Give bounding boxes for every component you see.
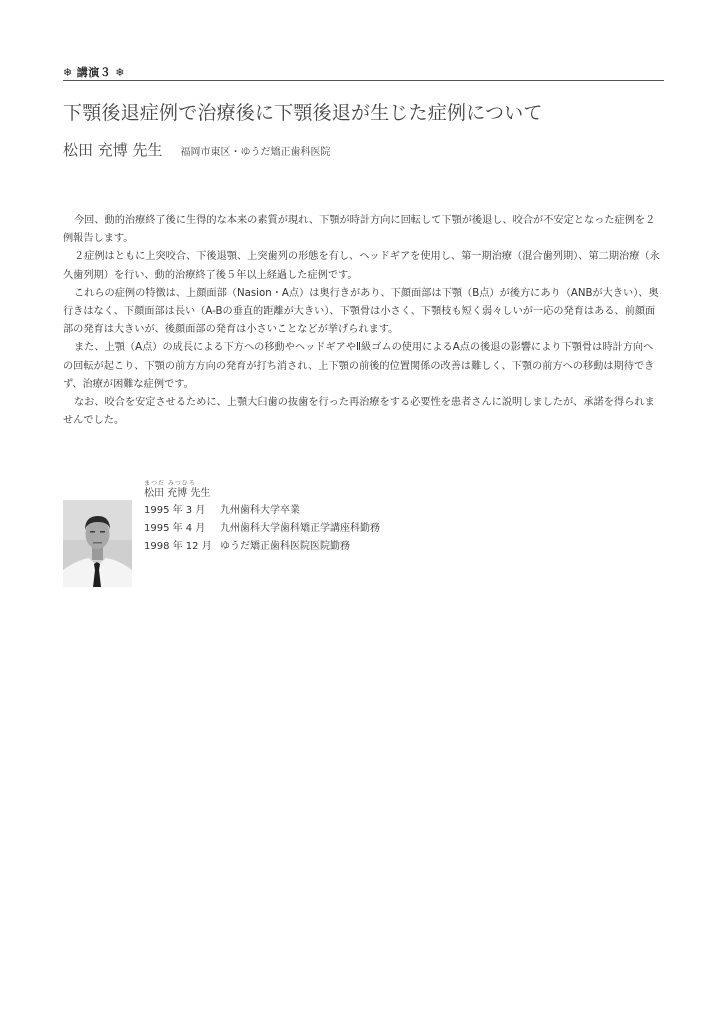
author-affiliation: 福岡市東区・ゆうだ矯正歯科医院 (180, 147, 331, 158)
body-paragraph: これらの症例の特徴は、上顔面部（Nasion・A点）は奥行きがあり、下顔面部は下顎（B点）が後方にあり（ANBが大きい）、奥行きはなく、下顔面部は長い（A-Bの垂直的距離が大きい）、下顎骨は小さく、下顎枝も短く弱々しいが一応の発育はある、前顔面部の発育は大きいが、後顔面部の発育は小さいことなどが挙げられます。 (63, 287, 659, 336)
career-list (144, 502, 380, 556)
career-event: ゆうだ矯正歯科医院医院勤務 (220, 541, 350, 552)
body-paragraph: なお、咬合を安定させるために、上顎大臼歯の抜歯を行った再治療をする必要性を患者さんに説明しましたが、承諾を得られませんでした。 (63, 397, 655, 427)
speaker-portrait-photo (63, 500, 132, 587)
author-line (63, 139, 331, 160)
abstract-body (63, 212, 663, 430)
author-name: 松田 充博 先生 (63, 141, 163, 159)
body-paragraph: また、上顎（A点）の成長による下方への移動やヘッドギアやⅡ級ゴムの使用によるA点の後退の影響により下顎骨は時計方向への回転が起こり、下顎の前方方向の発育が打ち消され、上下顎の前後的位置関係の改善は難しく、下顎の前方への移動は期待できず、治療が困難な症例です。 (63, 342, 655, 390)
career-date: 1995 年 4 月 (144, 523, 206, 534)
lecture-header (63, 64, 663, 80)
lecture-number: 講演３ (76, 66, 112, 79)
body-paragraph: 今回、動的治療終了後に生得的な本来の素質が現れ、下顎が時計方向に回転して下顎が後退し、咬合が不安定となった症例を２例報告します。 (63, 215, 656, 245)
career-event: 九州歯科大学卒業 (220, 505, 300, 516)
snowflake-ornament-icon: ❄ (115, 65, 125, 79)
page-title: 下顎後退症例で治療後に下顎後退が生じた症例について (63, 102, 543, 124)
bio-name: 松田 充博 先生 (144, 488, 211, 499)
career-item (144, 538, 380, 556)
career-event: 九州歯科大学歯科矯正学講座科勤務 (220, 523, 380, 534)
career-item (144, 502, 380, 520)
snowflake-ornament-icon: ❄ (63, 65, 73, 79)
body-paragraph: ２症例はともに上突咬合、下後退顎、上突歯列の形態を有し、ヘッドギアを使用し、第一期治療（混合歯列期）、第二期治療（永久歯列期）を行い、動的治療終了後５年以上経過した症例です。 (63, 251, 660, 281)
speaker-bio (63, 478, 663, 598)
header-divider (63, 80, 664, 81)
career-date: 1995 年 3 月 (144, 505, 206, 516)
lecture-label (63, 64, 125, 80)
name-ruby: まつだ みつひろ (144, 480, 196, 487)
career-item (144, 520, 380, 538)
career-date: 1998 年 12 月 (144, 541, 212, 552)
